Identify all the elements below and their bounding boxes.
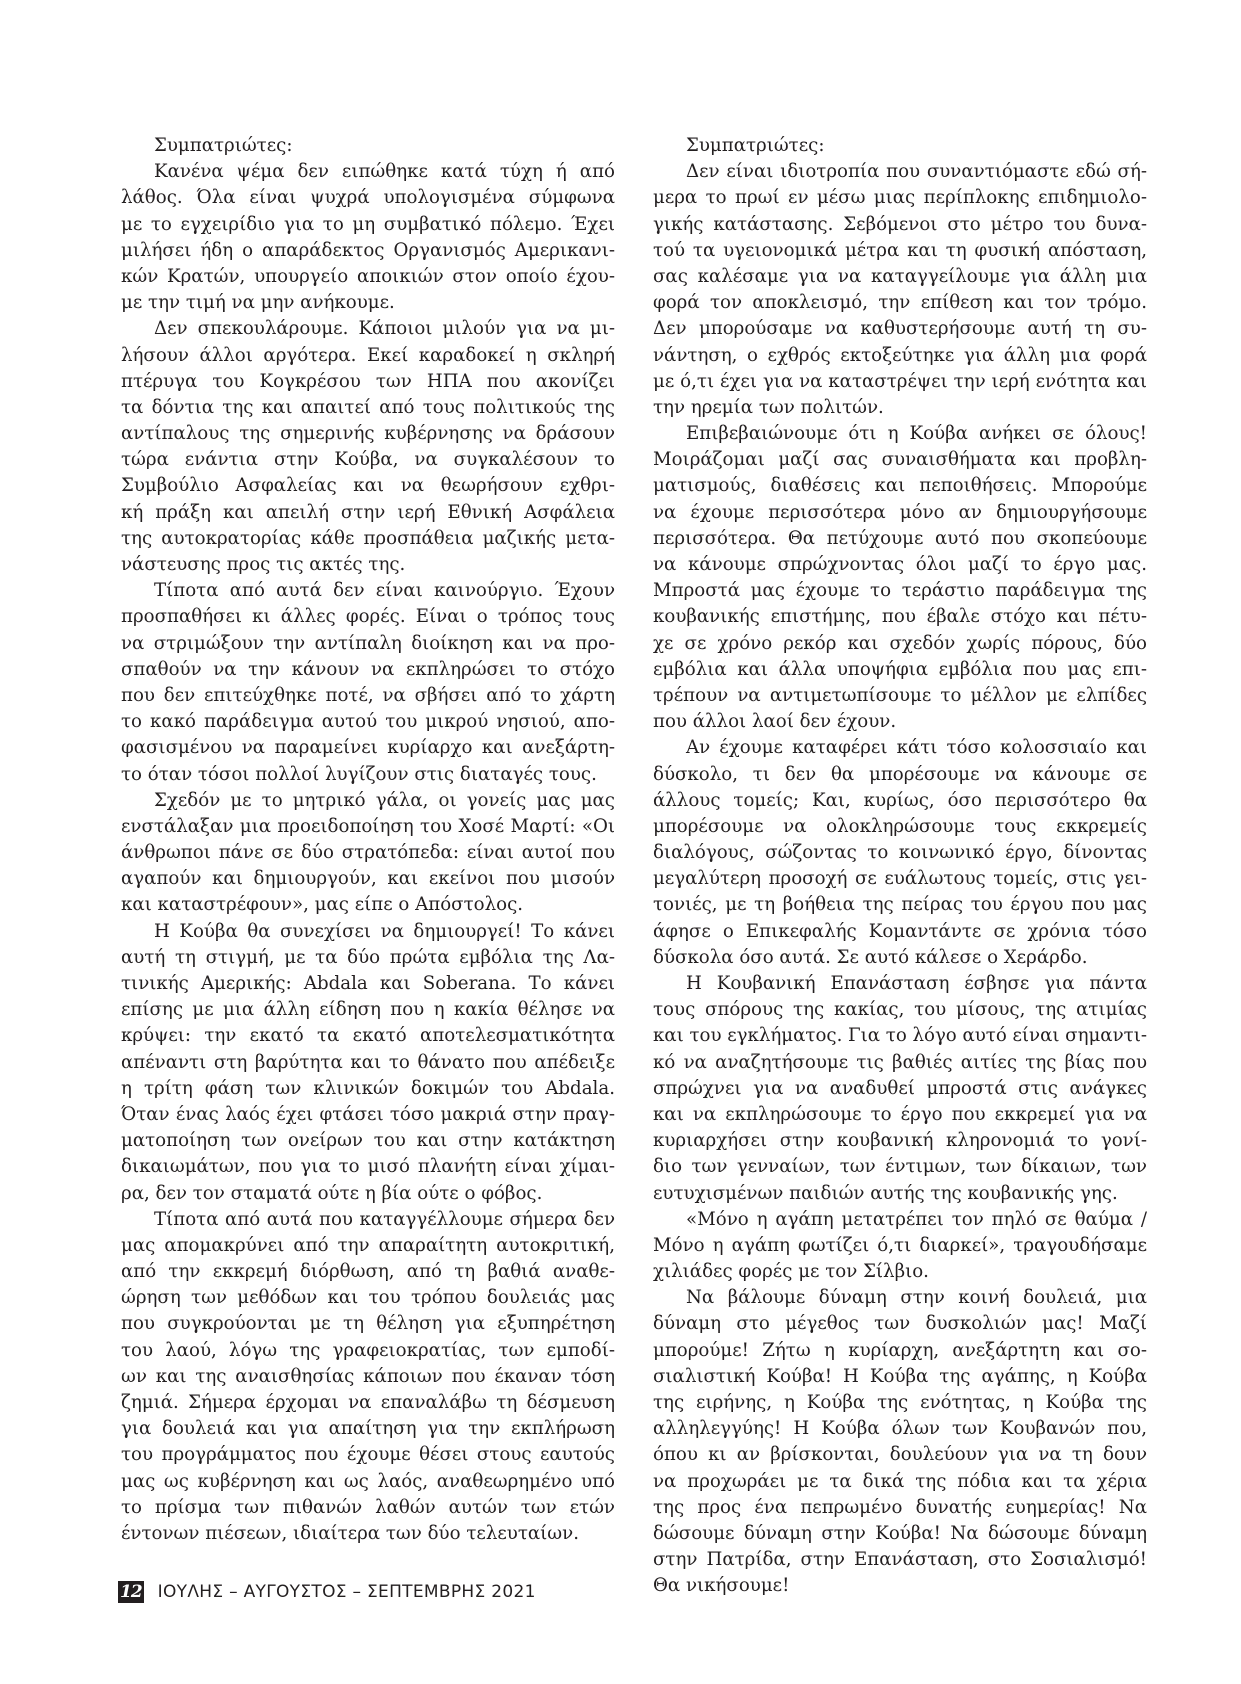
text-line: που δεν επιτεύχθηκε ποτέ, να σβήσει από το χάρτη (121, 684, 615, 706)
text-line: σπαθούν να την κάνουν να εκπληρώσει το στόχο (121, 658, 615, 680)
text-line: τρέπουν να αντιμετωπίσουμε το μέλλον με ελπίδες (653, 684, 1147, 706)
text-line: αντίπαλους της σημερινής κυβέρνησης να δράσουν (121, 423, 615, 445)
page-footer (118, 1579, 536, 1605)
text-line: Μπροστά μας έχουμε το τεράστιο παράδειγμα της (653, 580, 1147, 602)
page-number: 12 (120, 1582, 142, 1602)
text-line: τινικής Αμερικής: Abdala και Soberana. Το κάνει (121, 973, 615, 994)
text-line: μερα το πρωί εν μέσω μιας περίπλοκης επιδημιολο- (653, 187, 1147, 209)
text-line: ρα, δεν τον σταματά ούτε η βία ούτε ο φόβος. (121, 1182, 543, 1204)
text-line: Τίποτα από αυτά που καταγγέλλουμε σήμερα δεν (154, 1208, 615, 1230)
text-line: ματοποίηση των ονείρων του και στην κατάκτηση (121, 1130, 615, 1152)
text-line: κυριαρχήσει στην κουβανική κληρονομιά το γονί- (653, 1130, 1147, 1152)
text-line: τους σπόρους της κακίας, του μίσους, της ατιμίας (653, 999, 1147, 1021)
text-line: δικαιωμάτων, που για το μισό πλανήτη είναι χίμαι- (121, 1156, 615, 1178)
text-line: αλληλεγγύης! Η Κούβα όλων των Κουβανών που, (653, 1418, 1147, 1440)
text-line: τονιές, με τη βοήθεια της πείρας του έργου που μας (653, 894, 1147, 916)
text-line: τα δόντια της και απαιτεί από τους πολιτικούς της (121, 396, 615, 418)
left-text-column (121, 133, 615, 1547)
text-line: από την εκκρεμή διόρθωση, από τη βαθιά αναθε- (121, 1261, 615, 1283)
text-line: και καταστρέφουν», μας είπε ο Απόστολος. (121, 894, 524, 916)
text-line: χιλιάδες φορές με τον Σίλβιο. (653, 1261, 929, 1283)
text-line: με την τιμή να μην ανήκουμε. (121, 292, 395, 314)
text-line: μεγαλύτερη προσοχή σε ευάλωτους τομείς, στις γει- (653, 868, 1147, 890)
text-line: Συμπατριώτες: (686, 135, 825, 156)
text-line: Κανένα ψέμα δεν ειπώθηκε κατά τύχη ή από (154, 161, 615, 183)
text-line: να προχωράει με τα δικά της πόδια και τα χέρια (653, 1470, 1147, 1492)
text-line: ων και της αναισθησίας κάποιων που έκαναν τόση (121, 1365, 615, 1387)
text-line: προσπαθήσει κι άλλες φορές. Είναι ο τρόπος τους (121, 606, 615, 628)
text-line: Η Κουβανική Επανάσταση έσβησε για πάντα (686, 973, 1147, 994)
text-line: το κακό παράδειγμα αυτού του μικρού νησιού, απο- (121, 711, 615, 733)
text-line: Μόνο η αγάπη φωτίζει ό,τι διαρκεί», τραγουδήσαμε (653, 1234, 1147, 1256)
text-line: Τίποτα από αυτά δεν είναι καινούργιο. Έχουν (154, 580, 615, 602)
text-line: περισσότερα. Θα πετύχουμε αυτό που σκοπεύουμε (653, 527, 1147, 549)
text-line: να κάνουμε σπρώχνοντας όλοι μαζί το έργο μας. (653, 554, 1147, 575)
text-line: του προγράμματος που έχουμε θέσει στους εαυτούς (121, 1444, 615, 1466)
text-line: Αν έχουμε καταφέρει κάτι τόσο κολοσσιαίο και (686, 737, 1147, 759)
text-line: και του εγκλήματος. Για το λόγο αυτό είναι σημαντι- (653, 1025, 1147, 1047)
text-line: και να εκπληρώσουμε το έργο που εκκρεμεί για να (653, 1103, 1147, 1125)
text-line: σπρώχνει για να αναδυθεί μπροστά στις ανάγκες (653, 1077, 1147, 1099)
issue-date-label: ΙΟΥΛΗΣ – ΑΥΓΟΥΣΤΟΣ – ΣΕΠΤΕΜΒΡΗΣ 2021 (157, 1582, 536, 1602)
text-line: δύσκολο, τι δεν θα μπορέσουμε να κάνουμε σε (653, 763, 1147, 785)
text-line: δύσκολα όσο αυτά. Σε αυτό κάλεσε ο Χεράρδο. (653, 946, 1088, 968)
text-line: άφησε ο Επικεφαλής Κομαντάντε σε χρόνια τόσο (653, 920, 1147, 942)
text-line: απέναντι στη βαρύτητα και το θάνατο που απέδειξε (121, 1051, 615, 1073)
text-line: της προς ένα πεπρωμένο δυνατής ευημερίας! Να (653, 1496, 1147, 1518)
text-line: ματισμούς, διαθέσεις και πεποιθήσεις. Μπορούμε (653, 475, 1147, 497)
text-line: Συμπατριώτες: (154, 135, 293, 156)
text-line: Η Κούβα θα συνεχίσει να δημιουργεί! Το κάνει (154, 920, 615, 942)
text-line: φασισμένου να παραμείνει κυρίαρχο και ανεξάρτη- (121, 737, 615, 759)
text-line: δύναμη στο μέγεθος των δυσκολιών μας! Μαζί (653, 1313, 1147, 1335)
text-line: λάθος. Όλα είναι ψυχρά υπολογισμένα σύμφωνα (121, 187, 615, 209)
text-line: κουβανικής επιστήμης, που έβαλε στόχο και πέτυ- (653, 606, 1147, 628)
text-line: του λαού, λόγω της γραφειοκρατίας, των εμποδί- (121, 1339, 615, 1361)
text-line: της ειρήνης, η Κούβα της ενότητας, η Κούβα της (653, 1392, 1147, 1413)
text-line: εμβόλια και άλλα υποψήφια εμβόλια που μας επι- (653, 658, 1147, 680)
text-line: σιαλιστική Κούβα! Η Κούβα της αγάπης, η Κούβα (653, 1365, 1147, 1387)
text-line: μπορέσουμε να ολοκληρώσουμε τους εκκρεμείς (653, 815, 1147, 837)
text-line: ευτυχισμένων παιδιών αυτής της κουβανικής γης. (653, 1182, 1118, 1204)
text-line: που συγκρούονται με τη θέληση για εξυπηρέτηση (121, 1313, 615, 1335)
text-line: ζημιά. Σήμερα έρχομαι να επαναλάβω τη δέσμευση (121, 1392, 615, 1413)
text-line: όπου κι αν βρίσκονται, δουλεύουν για να τη δουν (653, 1444, 1147, 1466)
text-line: στην Πατρίδα, στην Επανάσταση, στο Σοσιαλισμό! (653, 1549, 1147, 1571)
text-line: να έχουμε περισσότερα μόνο αν δημιουργήσουμε (653, 501, 1147, 523)
text-line: σας καλέσαμε για να καταγγείλουμε για άλλη μια (653, 265, 1147, 287)
text-line: το πρίσμα των πιθανών λαθών αυτών των ετών (121, 1496, 615, 1518)
text-line: νάντηση, ο εχθρός εκτοξεύτηκε για άλλη μια φορά (653, 344, 1147, 366)
text-line: ώρηση των μεθόδων και του τρόπου δουλειάς μας (121, 1287, 615, 1309)
text-line: με το εγχειρίδιο για το μη συμβατικό πόλεμο. Έχει (121, 213, 615, 235)
text-line: λήσουν άλλοι αργότερα. Εκεί καραδοκεί η σκληρή (121, 344, 615, 366)
text-line: διο των γενναίων, των έντιμων, των δίκαιων, των (653, 1156, 1147, 1178)
text-line: το όταν τόσοι πολλοί λυγίζουν στις διαταγές τους. (121, 763, 597, 785)
text-line: τώρα ενάντια στην Κούβα, να συγκαλέσουν το (121, 449, 615, 471)
text-line: να στριμώξουν την αντίπαλη διοίκηση και να προ- (121, 632, 615, 654)
right-text-column (653, 133, 1147, 1600)
text-line: την ηρεμία των πολιτών. (653, 396, 884, 418)
text-line: Σχεδόν με το μητρικό γάλα, οι γονείς μας μας (154, 789, 615, 811)
text-line: αυτή τη στιγμή, με τα δύο πρώτα εμβόλια της Λα- (121, 946, 615, 968)
text-line: κρύψει: την εκατό τα εκατό αποτελεσματικότητα (121, 1025, 615, 1047)
text-line: μπορούμε! Ζήτω η κυρίαρχη, ανεξάρτητη και σο- (653, 1339, 1147, 1361)
text-line: έντονων πιέσεων, ιδιαίτερα των δύο τελευταίων. (121, 1522, 579, 1544)
text-line: τού τα υγειονομικά μέτρα και τη φυσική απόσταση, (653, 239, 1147, 261)
text-line: μας απομακρύνει από την απαραίτητη αυτοκριτική, (121, 1234, 615, 1256)
text-line: κή πράξη και απειλή στην ιερή Εθνική Ασφάλεια (121, 501, 615, 523)
text-line: ενστάλαξαν μια προειδοποίηση του Χοσέ Μαρτί: «Οι (121, 815, 615, 837)
text-line: μιλήσει ήδη ο απαράδεκτος Οργανισμός Αμερικανι- (121, 239, 615, 261)
text-line: άνθρωποι πάνε σε δύο στρατόπεδα: είναι αυτοί που (121, 842, 615, 864)
text-line: Δεν μπορούσαμε να καθυστερήσουμε αυτή τη συ- (653, 318, 1147, 340)
text-line: για δουλειά και για απαίτηση για την εκπλήρωση (121, 1418, 615, 1440)
text-line: που άλλοι λαοί δεν έχουν. (653, 711, 897, 733)
text-line: Συμβούλιο Ασφαλείας και να θεωρήσουν εχθρι- (121, 475, 615, 497)
text-line: αγαπούν και δημιουργούν, και εκείνοι που μισούν (121, 868, 615, 890)
text-line: με ό,τι έχει για να καταστρέψει την ιερή ενότητα και (653, 370, 1147, 392)
text-line: πτέρυγα του Κογκρέσου των ΗΠΑ που ακονίζει (121, 370, 615, 392)
text-line: Όταν ένας λαός έχει φτάσει τόσο μακριά στην πραγ- (121, 1103, 615, 1125)
text-line: η τρίτη φάση των κλινικών δοκιμών του Abdala. (121, 1077, 615, 1099)
text-line: διαλόγους, σώζοντας το κοινωνικό έργο, δίνοντας (653, 842, 1147, 864)
text-line: μας ως κυβέρνηση και ως λαός, αναθεωρημένο υπό (121, 1470, 615, 1492)
text-line: γικής κατάστασης. Σεβόμενοι στο μέτρο του δυνα- (653, 213, 1147, 235)
text-line: άλλους τομείς; Και, κυρίως, όσο περισσότερο θα (653, 789, 1147, 811)
text-line: Επιβεβαιώνουμε ότι η Κούβα ανήκει σε όλους! (686, 423, 1147, 445)
text-line: χε σε χρόνο ρεκόρ και σχεδόν χωρίς πόρους, δύο (653, 632, 1147, 654)
text-line: δώσουμε δύναμη στην Κούβα! Να δώσουμε δύναμη (653, 1522, 1147, 1544)
text-line: Δεν σπεκουλάρουμε. Κάποιοι μιλούν για να μι- (154, 318, 615, 340)
text-line: της αυτοκρατορίας κάθε προσπάθεια μαζικής μετα- (121, 527, 615, 549)
text-line: «Μόνο η αγάπη μετατρέπει τον πηλό σε θαύμα / (686, 1208, 1147, 1230)
text-line: Θα νικήσουμε! (653, 1575, 790, 1597)
text-line: φορά τον αποκλεισμό, την επίθεση και τον τρόμο. (653, 292, 1147, 314)
text-line: Να βάλουμε δύναμη στην κοινή δουλειά, μια (686, 1287, 1147, 1309)
text-line: επίσης με μια άλλη είδηση που η κακία θέλησε να (121, 999, 615, 1021)
text-line: Μοιράζομαι μαζί σας συναισθήματα και προβλη- (653, 449, 1147, 471)
text-line: κών Κρατών, υπουργείο αποικιών στον οποίο έχου- (121, 265, 615, 287)
text-line: κό να αναζητήσουμε τις βαθιές αιτίες της βίας που (653, 1051, 1147, 1073)
text-line: Δεν είναι ιδιοτροπία που συναντιόμαστε εδώ σή- (686, 161, 1147, 183)
text-line: νάστευσης προς τις ακτές της. (121, 554, 406, 575)
